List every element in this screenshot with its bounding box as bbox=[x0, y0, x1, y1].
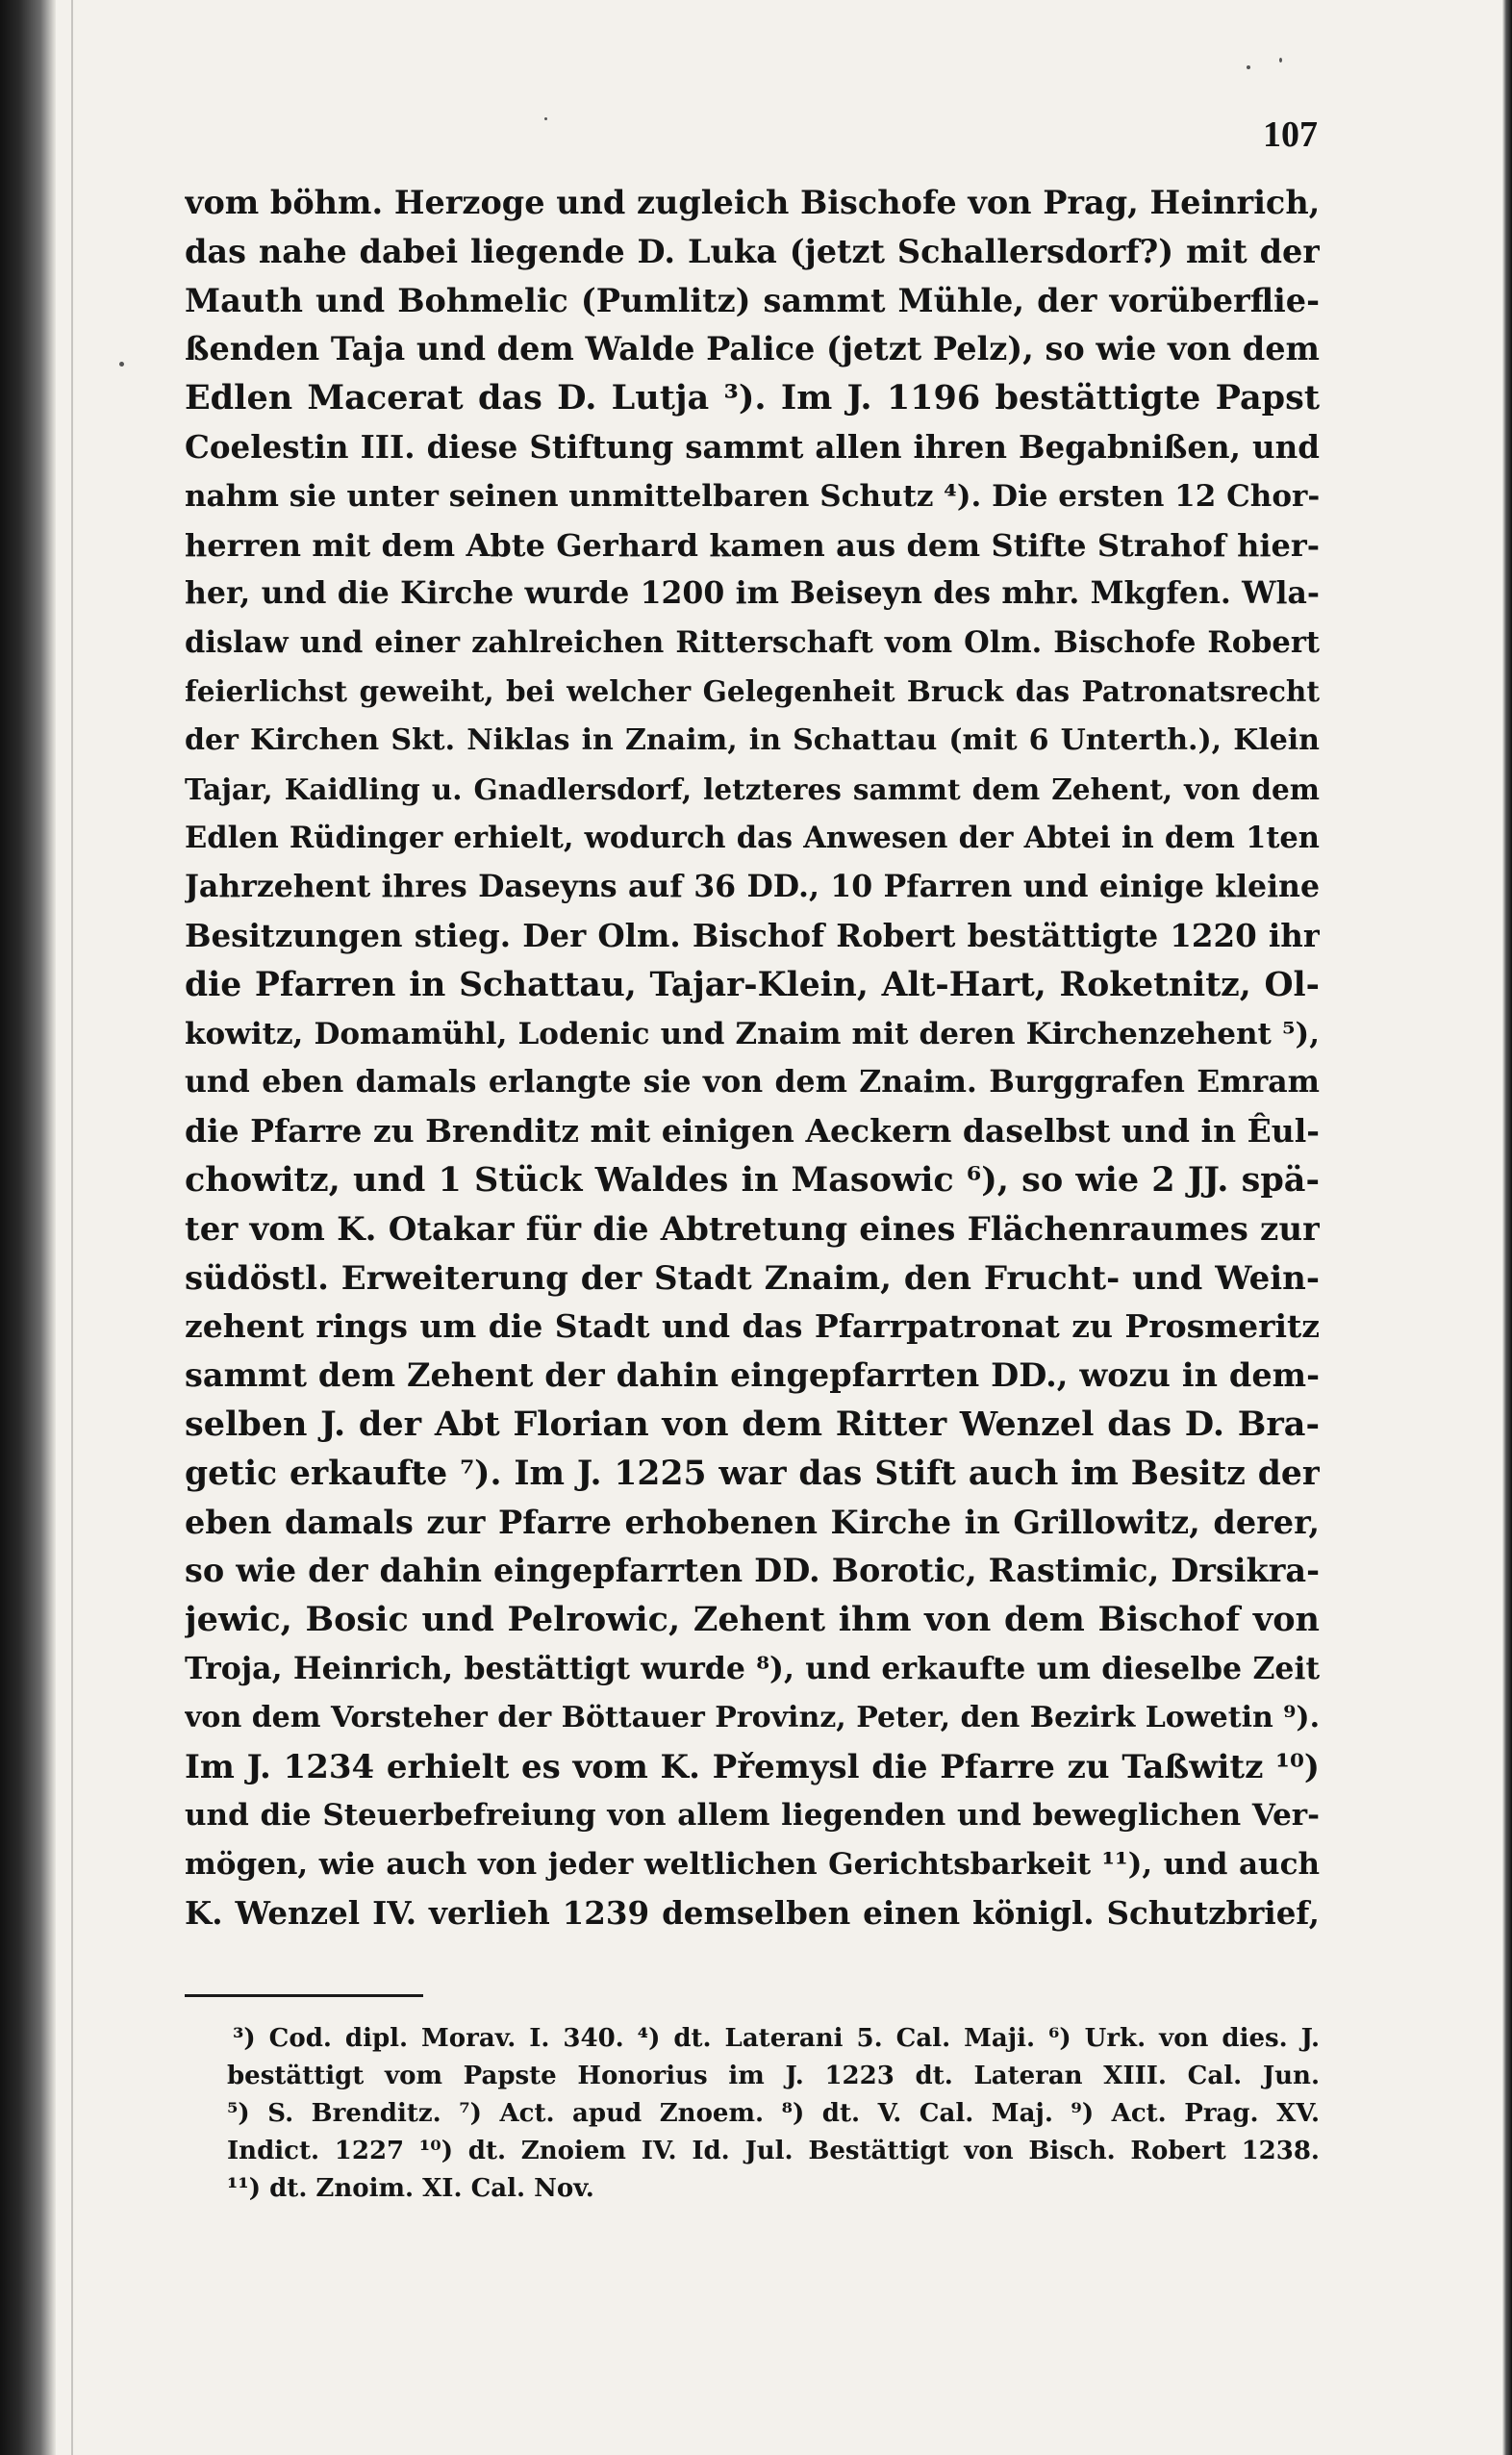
text-line: die Pfarre zu Brenditz mit einigen Aeckern daselbst und in Êul- bbox=[185, 1112, 1320, 1151]
text-line: Troja, Heinrich, bestättigt wurde ⁸), und erkaufte um dieselbe Zeit bbox=[185, 1650, 1320, 1686]
text-line: kowitz, Domamühl, Lodenic und Znaim mit deren Kirchenzehent ⁵), bbox=[185, 1016, 1320, 1051]
text-line: ter vom K. Otakar für die Abtretung eines Flächenraumes zur bbox=[185, 1209, 1320, 1249]
text-line: Tajar, Kaidling u. Gnadlersdorf, letzteres sammt dem Zehent, von dem bbox=[185, 772, 1320, 806]
text-line: dislaw und einer zahlreichen Ritterschaft vom Olm. Bischofe Robert bbox=[185, 625, 1320, 661]
text-line: Edlen Rüdinger erhielt, wodurch das Anwesen der Abtei in dem 1ten bbox=[185, 821, 1320, 856]
text-line: mögen, wie auch von jeder weltlichen Gerichtsbarkeit ¹¹), und auch bbox=[185, 1847, 1320, 1883]
page-fold-line bbox=[71, 0, 73, 2455]
footnote-line: Indict. 1227 ¹⁰) dt. Znoiem IV. Id. Jul. Bestättigt von Bisch. Robert 1238. bbox=[227, 2137, 1320, 2165]
text-line: das nahe dabei liegende D. Luka (jetzt Schallersdorf?) mit der bbox=[185, 232, 1320, 270]
scan-speck bbox=[119, 362, 124, 367]
text-line: chowitz, und 1 Stück Waldes in Masowic ⁶), so wie 2 JJ. spä- bbox=[185, 1159, 1320, 1200]
text-line: feierlichst geweiht, bei welcher Gelegenheit Bruck das Patronatsrecht bbox=[185, 673, 1320, 708]
text-line: herren mit dem Abte Gerhard kamen aus dem Stifte Strahof hier- bbox=[185, 526, 1320, 564]
footnotes bbox=[227, 2020, 1320, 2208]
text-line: so wie der dahin eingepfarrten DD. Borotic, Rastimic, Drsikra- bbox=[185, 1552, 1320, 1590]
footnote-line: ¹¹) dt. Znoim. XI. Cal. Nov. bbox=[227, 2174, 594, 2203]
text-line: zehent rings um die Stadt und das Pfarrpatronat zu Prosmeritz bbox=[185, 1307, 1320, 1346]
scan-speck bbox=[1279, 58, 1282, 63]
text-line: getic erkaufte ⁷). Im J. 1225 war das Stift auch im Besitz der bbox=[185, 1454, 1320, 1493]
text-line: K. Wenzel IV. verlieh 1239 demselben einen königl. Schutzbrief, bbox=[185, 1893, 1320, 1932]
text-line: nahm sie unter seinen unmittelbaren Schutz ⁴). Die ersten 12 Chor- bbox=[185, 478, 1320, 514]
text-line: Coelestin III. diese Stiftung sammt allen ihren Begabnißen, und bbox=[185, 427, 1320, 466]
text-line: südöstl. Erweiterung der Stadt Znaim, den Frucht- und Wein- bbox=[185, 1258, 1320, 1298]
body-text bbox=[185, 179, 1320, 1938]
scan-edge-right bbox=[1502, 0, 1512, 2455]
footnote-line: ³) Cod. dipl. Morav. I. 340. ⁴) dt. Laterani 5. Cal. Maji. ⁶) Urk. von dies. J. bbox=[233, 2024, 1320, 2053]
text-line: Jahrzehent ihres Daseyns auf 36 DD., 10 Pfarren und einige kleine bbox=[185, 869, 1320, 905]
footnote-separator-rule bbox=[185, 1994, 423, 1997]
page-number: 107 bbox=[1263, 114, 1318, 155]
scan-speck bbox=[544, 117, 547, 120]
text-line: Besitzungen stieg. Der Olm. Bischof Robert bestättigte 1220 ihr bbox=[185, 916, 1320, 954]
text-line: die Pfarren in Schattau, Tajar-Klein, Alt-Hart, Roketnitz, Ol- bbox=[185, 965, 1320, 1004]
text-line: jewic, Bosic und Pelrowic, Zehent ihm von dem Bischof von bbox=[185, 1600, 1320, 1640]
text-line: der Kirchen Skt. Niklas in Znaim, in Schattau (mit 6 Unterth.), Klein bbox=[185, 722, 1320, 757]
footnote-line: bestättigt vom Papste Honorius im J. 1223 dt. Lateran XIII. Cal. Jun. bbox=[227, 2062, 1320, 2090]
footnote-line: ⁵) S. Brenditz. ⁷) Act. apud Znoem. ⁸) dt. V. Cal. Maj. ⁹) Act. Prag. XV. bbox=[227, 2099, 1320, 2128]
text-line: vom böhm. Herzoge und zugleich Bischofe von Prag, Heinrich, bbox=[185, 184, 1320, 221]
text-line: ßenden Taja und dem Walde Palice (jetzt Pelz), so wie von dem bbox=[185, 330, 1320, 368]
text-line: Im J. 1234 erhielt es vom K. Přemysl die Pfarre zu Taßwitz ¹⁰) bbox=[185, 1747, 1320, 1786]
text-line: und eben damals erlangte sie von dem Znaim. Burggrafen Emram bbox=[185, 1064, 1320, 1101]
text-line: Edlen Macerat das D. Lutja ³). Im J. 1196 bestättigte Papst bbox=[185, 378, 1320, 418]
text-line: und die Steuerbefreiung von allem liegenden und beweglichen Ver- bbox=[185, 1798, 1320, 1834]
text-line: eben damals zur Pfarre erhobenen Kirche in Grillowitz, derer, bbox=[185, 1503, 1320, 1541]
text-line: von dem Vorsteher der Böttauer Provinz, Peter, den Bezirk Lowetin ⁹). bbox=[185, 1700, 1320, 1734]
text-line: sammt dem Zehent der dahin eingepfarrten DD., wozu in dem- bbox=[185, 1356, 1320, 1395]
scan-speck bbox=[1247, 65, 1250, 69]
text-line: selben J. der Abt Florian von dem Ritter Wenzel das D. Bra- bbox=[185, 1404, 1320, 1444]
text-line: Mauth und Bohmelic (Pumlitz) sammt Mühle, der vorüberflie- bbox=[185, 281, 1320, 319]
text-line: her, und die Kirche wurde 1200 im Beiseyn des mhr. Mkgfen. Wla- bbox=[185, 575, 1320, 612]
scan-edge-left bbox=[0, 0, 56, 2455]
